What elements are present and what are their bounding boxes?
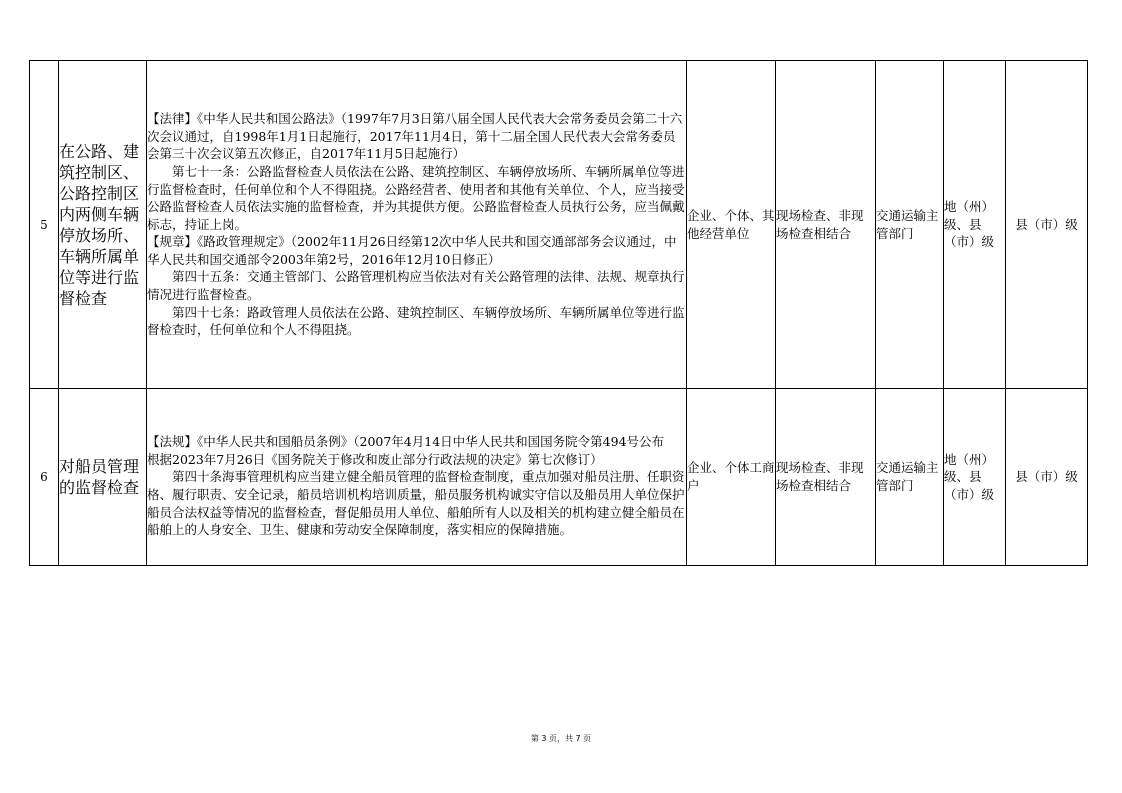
inspection-table <box>29 60 1088 566</box>
legal-basis <box>147 389 687 566</box>
basis-paragraph: 【规章】《路政管理规定》（2002年11月26日经第12次中华人民共和国交通部部务会议通过，中华人民共和国交通部令2003年第2号，2016年12月10日修正） <box>147 234 677 267</box>
basis-paragraph: 【法规】《中华人民共和国船员条例》（2007年4月14日中华人民共和国国务院令第494号公布 根据2023年7月26日《国务院关于修改和废止部分行政法规的决定》第七次修订） <box>147 434 677 467</box>
row-number: 5 <box>30 61 59 389</box>
basis-paragraph: 第四十条海事管理机构应当建立健全船员管理的监督检查制度，重点加强对船员注册、任职资格、履行职责、安全记录，船员培训机构培训质量，船员服务机构诚实守信以及船员用人单位保护船员合法权益等情况的监督检查，督促船员用人单位、船舶所有人以及相关的机构建立健全船员在船舶上的人身安全、卫生、健康和劳动安全保障制度，落实相应的保障措施。 <box>147 469 685 538</box>
inspection-item: 在公路、建筑控制区、公路控制区内两侧车辆停放场所、车辆所属单位等进行监督检查 <box>59 61 147 389</box>
table-row <box>30 61 1088 389</box>
basis-paragraph: 第四十五条：交通主管部门、公路管理机构应当依法对有关公路管理的法律、法规、规章执行情况进行监督检查。 <box>147 269 685 303</box>
row-number: 6 <box>30 389 59 566</box>
page-footer: 第 3 页，共 7 页 <box>530 734 592 743</box>
basis-paragraph: 第七十一条：公路监督检查人员依法在公路、建筑控制区、车辆停放场所、车辆所属单位等进行监督检查时，任何单位和个人不得阻挠。公路经营者、使用者和其他有关单位、个人，应当接受公路监督检查人员依法实施的监督检查，并为其提供方便。公路监督检查人员执行公务，应当佩戴标志，持证上岗。 <box>147 163 685 232</box>
responsible-department: 交通运输主管部门 <box>876 61 944 389</box>
legal-basis <box>147 61 687 389</box>
basis-paragraph: 【法律】《中华人民共和国公路法》（1997年7月3日第八届全国人民代表大会常务委员会第二十六次会议通过，自1998年1月1日起施行，2017年11月4日，第十二届全国人民代表大会常务委员会第三十次会议第五次修正，自2017年11月5日起施行） <box>147 111 683 162</box>
enforcement-level: 地（州）级、县（市）级 <box>944 61 1006 389</box>
implementing-level: 县（市）级 <box>1006 389 1088 566</box>
inspection-object: 企业、个体工商户 <box>687 389 776 566</box>
table-row <box>30 389 1088 566</box>
basis-paragraph: 第四十七条：路政管理人员依法在公路、建筑控制区、车辆停放场所、车辆所属单位等进行监督检查时，任何单位和个人不得阻挠。 <box>147 304 685 338</box>
enforcement-level: 地（州）级、县（市）级 <box>944 389 1006 566</box>
inspection-item: 对船员管理的监督检查 <box>59 389 147 566</box>
inspection-method: 现场检查、非现场检查相结合 <box>776 61 876 389</box>
inspection-method: 现场检查、非现场检查相结合 <box>776 389 876 566</box>
inspection-object: 企业、个体、其他经营单位 <box>687 61 776 389</box>
implementing-level: 县（市）级 <box>1006 61 1088 389</box>
responsible-department: 交通运输主管部门 <box>876 389 944 566</box>
